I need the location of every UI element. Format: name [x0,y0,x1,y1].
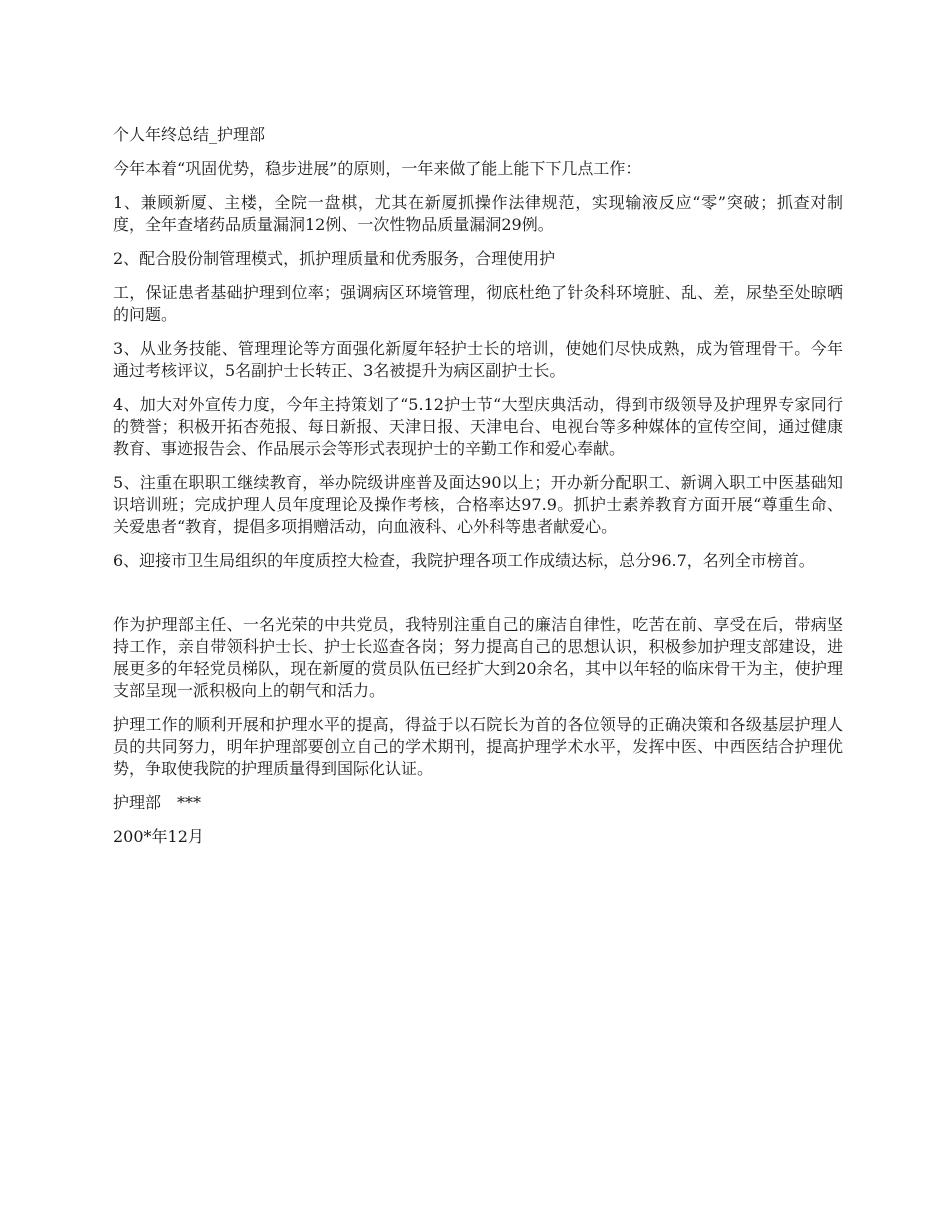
work-item-4: 4、加大对外宣传力度，今年主持策划了“5.12护士节“大型庆典活动，得到市级领导及护理界专家同行的赞誉；积极开拓杏苑报、每日新报、天津日报、天津电台、电视台等多种媒体的宣传空间，通过健康教育、事迹报告会、作品展示会等形式表现护士的辛勤工作和爱心奉献。 [113,395,843,458]
work-item-5: 5、注重在职职工继续教育，举办院级讲座普及面达90以上；开办新分配职工、新调入职工中医基础知识培训班；完成护理人员年度理论及操作考核，合格率达97.9。抓护士素养教育方面开展“尊重生命、关爱患者“教育，提倡多项捐赠活动，向血液科、心外科等患者献爱心。 [113,473,843,536]
closing-paragraph-2: 护理工作的顺利开展和护理水平的提高，得益于以石院长为首的各位领导的正确决策和各级基层护理人员的共同努力，明年护理部要创立自己的学术期刊，提高护理学术水平，发挥中医、中西医结合护理优势，争取使我院的护理质量得到国际化认证。 [113,715,843,778]
work-item-2-continued: 工，保证患者基础护理到位率；强调病区环境管理，彻底杜绝了针灸科环境脏、乱、差，尿垫至处晾晒的问题。 [113,283,843,324]
document-page [113,124,843,860]
work-item-2: 2、配合股份制管理模式，抓护理质量和优秀服务，合理使用护 [113,249,556,268]
work-item-3: 3、从业务技能、管理理论等方面强化新厦年轻护士长的培训，使她们尽快成熟，成为管理骨干。今年通过考核评议，5名副护士长转正、3名被提升为病区副护士长。 [113,339,843,380]
document-title: 个人年终总结_护理部 [113,125,266,144]
section-spacer [113,584,843,614]
closing-paragraph-1: 作为护理部主任、一名光荣的中共党员，我特别注重自己的廉洁自律性，吃苦在前、享受在后，带病坚持工作，亲自带领科护士长、护士长巡查各岗；努力提高自己的思想认识，积极参加护理支部建设，进展更多的年轻党员梯队，现在新厦的赏员队伍已经扩大到20余名，其中以年轻的临床骨干为主，使护理支部呈现一派积极向上的朝气和活力。 [113,615,843,700]
signature: 护理部 *** [113,793,202,812]
date: 200*年12月 [113,827,204,846]
work-item-1: 1、兼顾新厦、主楼，全院一盘棋，尤其在新厦抓操作法律规范，实现输液反应“零”突破；抓查对制度，全年查堵药品质量漏洞12例、一次性物品质量漏洞29例。 [113,193,843,234]
intro-paragraph: 今年本着“巩固优势，稳步进展”的原则，一年来做了能上能下下几点工作： [113,159,642,178]
work-item-6: 6、迎接市卫生局组织的年度质控大检查，我院护理各项工作成绩达标，总分96.7，名列全市榜首。 [113,551,815,570]
